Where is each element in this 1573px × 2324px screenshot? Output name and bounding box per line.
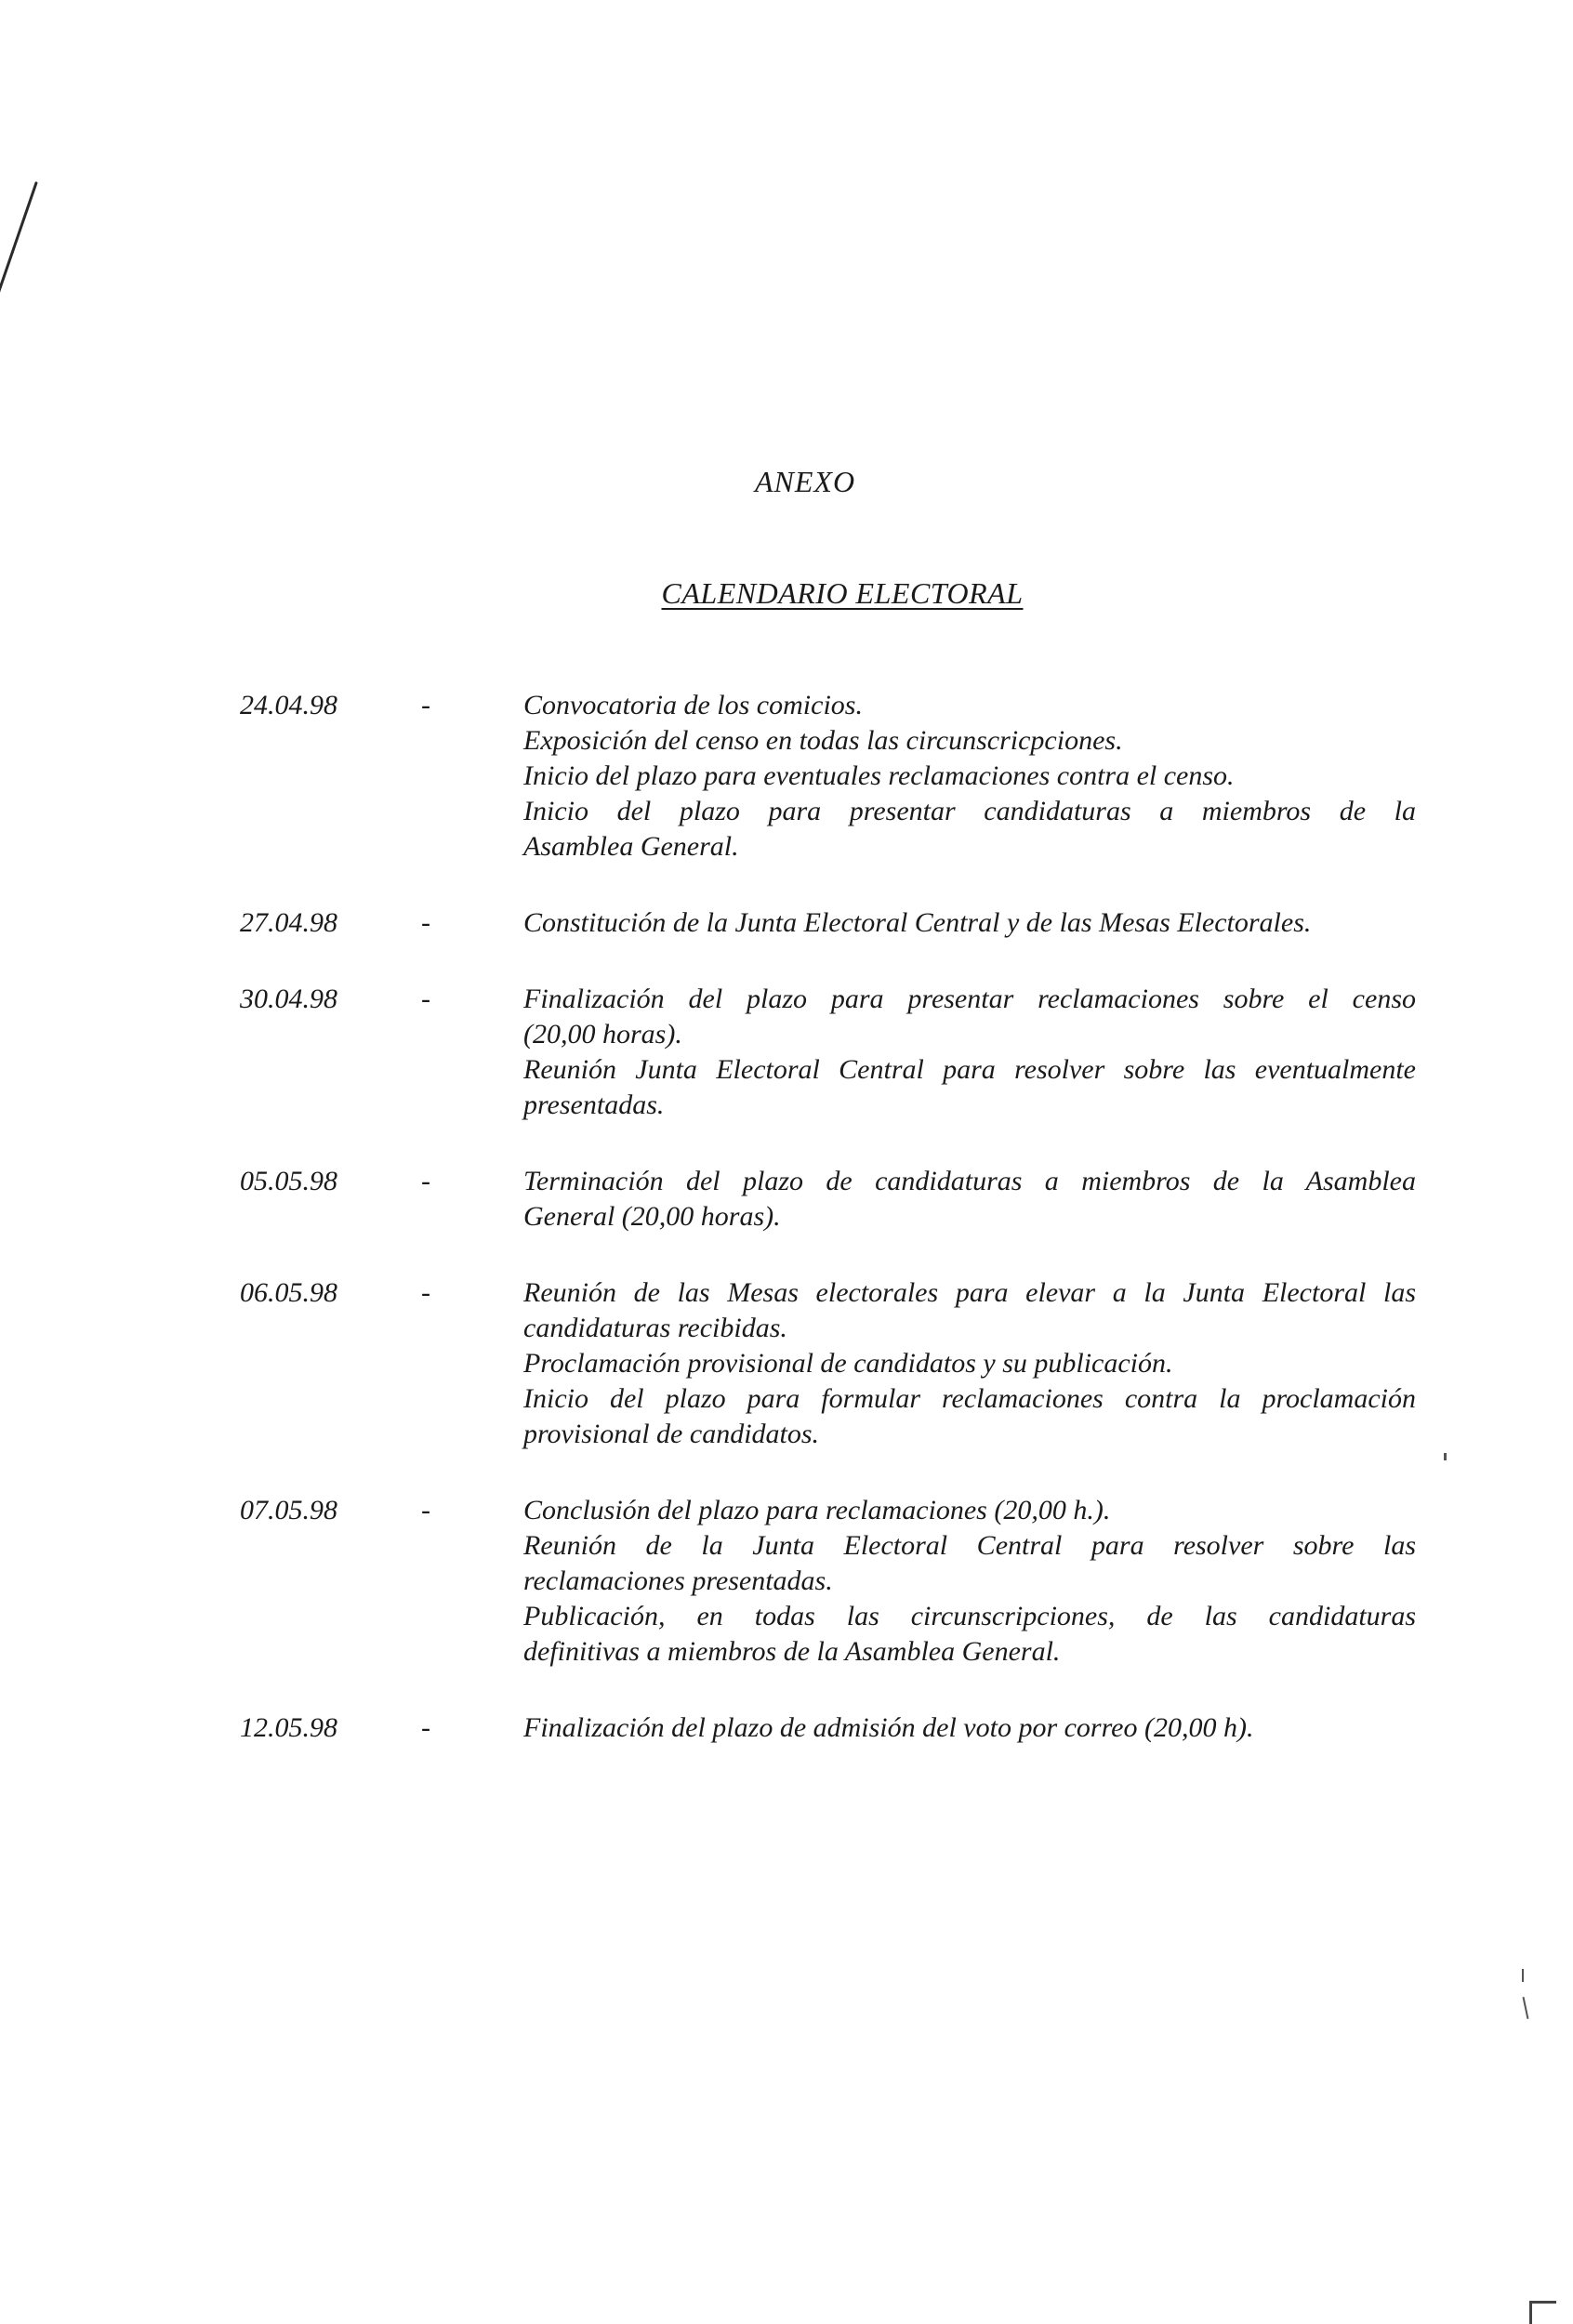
calendar-entry — [240, 688, 1430, 865]
calendar-entry — [240, 982, 1430, 1123]
entry-dash: - — [421, 907, 430, 938]
entry-dash: - — [421, 1166, 430, 1196]
scan-artifact-line — [0, 181, 38, 376]
entry-date: 27.04.98 — [240, 907, 337, 938]
entry-line: Inicio del plazo para formular reclamaciones contra la proclamación — [523, 1383, 1416, 1414]
entry-line: (20,00 horas). — [523, 1019, 682, 1050]
entry-line: definitivas a miembros de la Asamblea General. — [523, 1636, 1061, 1667]
entry-line: Finalización del plazo para presentar reclamaciones sobre el censo — [523, 984, 1416, 1014]
entry-description — [523, 905, 1416, 941]
calendar-heading-text: CALENDARIO ELECTORAL — [661, 576, 1024, 610]
calendar-heading — [0, 576, 1573, 611]
entry-dash: - — [421, 984, 430, 1014]
entry-description — [523, 688, 1416, 865]
entry-line: candidaturas recibidas. — [523, 1313, 787, 1343]
annex-heading-text: ANEXO — [754, 465, 856, 498]
entry-dash: - — [421, 1712, 430, 1743]
entry-description — [523, 1710, 1416, 1746]
entry-date: 07.05.98 — [240, 1495, 337, 1525]
entry-description — [523, 1493, 1416, 1670]
calendar-entry — [240, 1710, 1430, 1746]
entry-line: Terminación del plazo de candidaturas a miembros de la Asamblea — [523, 1166, 1416, 1196]
entry-line: General (20,00 horas). — [523, 1201, 781, 1232]
entry-date: 06.05.98 — [240, 1277, 337, 1308]
entry-dash: - — [421, 1495, 430, 1525]
calendar-entry — [240, 1493, 1430, 1670]
entry-line: Inicio del plazo para presentar candidaturas a miembros de la — [523, 796, 1416, 826]
entry-dash: - — [421, 1277, 430, 1308]
calendar-entry — [240, 905, 1430, 941]
scan-artifact-speck — [1523, 1997, 1529, 2019]
entry-date: 12.05.98 — [240, 1712, 337, 1743]
entry-line: Publicación, en todas las circunscripciones, de las candidaturas — [523, 1601, 1416, 1631]
entry-description — [523, 982, 1416, 1123]
calendar-entry — [240, 1275, 1430, 1452]
scan-artifact-speck — [1522, 1969, 1524, 1982]
calendar-entries — [240, 688, 1430, 1787]
entry-date: 30.04.98 — [240, 984, 337, 1014]
entry-description — [523, 1275, 1416, 1452]
entry-date: 24.04.98 — [240, 690, 337, 720]
calendar-entry — [240, 1164, 1430, 1235]
entry-line: Reunión de las Mesas electorales para elevar a la Junta Electoral las — [523, 1277, 1416, 1308]
entry-line: Constitución de la Junta Electoral Central y de las Mesas Electorales. — [523, 907, 1312, 938]
scan-artifact-corner — [1529, 2301, 1556, 2324]
entry-line: Reunión de la Junta Electoral Central para resolver sobre las — [523, 1530, 1416, 1561]
scan-artifact-speck — [1444, 1453, 1447, 1460]
entry-line: Exposición del censo en todas las circunscricpciones. — [523, 725, 1123, 756]
entry-dash: - — [421, 690, 430, 720]
entry-description — [523, 1164, 1416, 1235]
entry-line: reclamaciones presentadas. — [523, 1565, 833, 1596]
annex-heading — [0, 465, 1573, 499]
entry-date: 05.05.98 — [240, 1166, 337, 1196]
entry-line: Asamblea General. — [523, 831, 739, 862]
entry-line: provisional de candidatos. — [523, 1419, 820, 1449]
entry-line: Proclamación provisional de candidatos y su publicación. — [523, 1348, 1173, 1379]
entry-line: Finalización del plazo de admisión del voto por correo (20,00 h). — [523, 1712, 1254, 1743]
entry-line: presentadas. — [523, 1089, 665, 1120]
entry-line: Reunión Junta Electoral Central para resolver sobre las eventualmente — [523, 1054, 1416, 1085]
entry-line: Inicio del plazo para eventuales reclamaciones contra el censo. — [523, 760, 1235, 791]
entry-line: Conclusión del plazo para reclamaciones (20,00 h.). — [523, 1495, 1111, 1525]
entry-line: Convocatoria de los comicios. — [523, 690, 863, 720]
